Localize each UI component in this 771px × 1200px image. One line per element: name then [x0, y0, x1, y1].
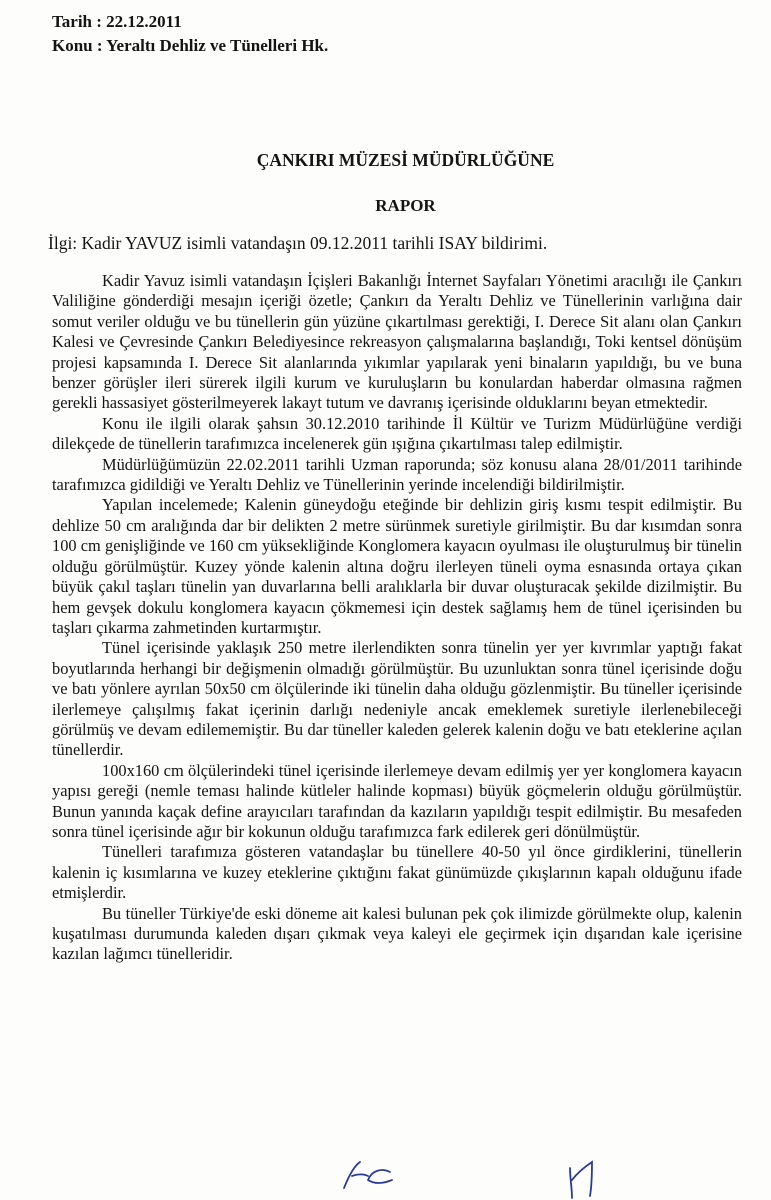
reference-line: İlgi: Kadir YAVUZ isimli vatandaşın 09.12.2011 tarihli ISAY bildirimi. — [48, 233, 548, 253]
paragraph: Tünelleri tarafımıza gösteren vatandaşlar bu tünellere 40-50 yıl önce girdiklerini, tünellerin kalenin iç kısımlarına ve kuzey eteklerine çıktığını fakat günümüzde çıkışlarının kapalı olduğunu ifade etmişlerdir. — [52, 842, 742, 903]
subject-line: Konu : Yeraltı Dehliz ve Tünelleri Hk. — [52, 36, 329, 55]
paragraph: Konu ile ilgili olarak şahsın 30.12.2010 tarihinde İl Kültür ve Turizm Müdürlüğüne verdiği dilekçede de tünellerin tarafımızca incelenerek gün ışığına çıkartılması talep edilmiştir. — [52, 413, 742, 454]
addressee-heading: ÇANKIRI MÜZESİ MÜDÜRLÜĞÜNE — [256, 150, 555, 170]
paragraph: Tünel içerisinde yaklaşık 250 metre ilerlendikten sonra tünelin yer yer kıvrımlar yaptığı fakat boyutlarında herhangi bir değişmenin olmadığı görülmüştür. Bu uzunluktan sonra tünel içerisinde doğu ve batı yönlere ayrılan 50x50 cm ölçülerinde iki tünelin daha olduğu gözlenmiştir. Bu tüneller içerisinde ilerlemeye çalışılmış fakat içerinin darlığı nedeniyle ancak emeklemek suretiyle ilerlenebileceği görülmüş ve devam edilememiştir. Bu dar tüneller kaleden gelerek kalenin doğu ve batı eteklerine açılan tünellerdir. — [52, 638, 742, 760]
paragraph: Müdürlüğümüzün 22.02.2011 tarihli Uzman raporunda; söz konusu alana 28/01/2011 tarihinde tarafımızca gidildiği ve Yeraltı Dehliz ve Tünellerinin yerinde incelendiği bildirilmiştir. — [52, 454, 742, 495]
paragraph: Bu tüneller Türkiye'de eski döneme ait kalesi bulunan pek çok ilimizde görülmekte olup, kalenin kuşatılması durumunda kaleden dışarı çıkmak veya kaleyi ele geçirmek için dışarıdan kale içerisine kazılan lağımcı tünelleridir. — [52, 903, 742, 964]
paragraph: Yapılan incelemede; Kalenin güneydoğu eteğinde bir dehlizin giriş kısmı tespit edilmiştir. Bu dehlize 50 cm aralığında dar bir delikten 2 metre sürünmek suretiyle girilmiştir. Bu dar kısımdan sonra 100 cm genişliğinde ve 160 cm yüksekliğinde Konglomera kayacın oyulması ile oluşturulmuş bir tünelin olduğu görülmüştür. Kuzey yönde kalenin altına doğru ilerleyen tüneli oyma esnasında ortaya çıkan büyük çakıl taşları tünelin yan duvarlarına belli aralıklarla bir duvar oluşturacak şekilde dizilmiştir. Bu hem gevşek dokulu konglomera kayacın çökmemesi için destek sağlamış hem de tünel içerisinden bu taşları çıkarma zahmetinden kurtarmıştır. — [52, 495, 742, 637]
paragraph: Kadir Yavuz isimli vatandaşın İçişleri Bakanlığı İnternet Sayfaları Yönetimi aracılığı ile Çankırı Valiliğine gönderdiği mesajın içeriği özetle; Çankırı da Yeraltı Dehliz ve Tünellerinin varlığına dair somut veriler olduğu ve bu tünellerin gün yüzüne çıkartılması gerektiği, I. Derece Sit alanı olan Çankırı Kalesi ve Çevresinde Çankırı Belediyesince rekreasyon çalışmalarına başlandığı, Toki kentsel dönüşüm projesi kapsamında I. Derece Sit alanlarında yıkımlar yapılarak yeni binaların yapıldığı, bu ve buna benzer görüşler ileri sürerek ilgili kurum ve kuruluşların bu konulardan haberdar olmasına rağmen gerekli hassasiyet gösterilmeyerek lakayt tutum ve davranış içerisinde olduklarını beyan etmektedir. — [52, 271, 742, 413]
report-title: RAPOR — [375, 196, 436, 215]
signature-left — [338, 1158, 398, 1194]
date-line: Tarih : 22.12.2011 — [52, 12, 182, 31]
signature-right — [562, 1158, 602, 1200]
report-body — [52, 271, 742, 965]
paragraph: 100x160 cm ölçülerindeki tünel içerisinde ilerlemeye devam edilmiş yer yer konglomera kayacın yapısı gereği (nemle teması halinde kütleler halinde kopması) büyük göçmelerin olduğu görülmüştür. Bunun yanında kaçak define arayıcıları tarafından da kazıların yapıldığı tespit edilmiştir. Bu mesafeden sonra tünel içerisinde ağır bir kokunun olduğu tarafımızca fark edilerek geri dönülmüştür. — [52, 760, 742, 841]
document-header — [52, 10, 328, 58]
